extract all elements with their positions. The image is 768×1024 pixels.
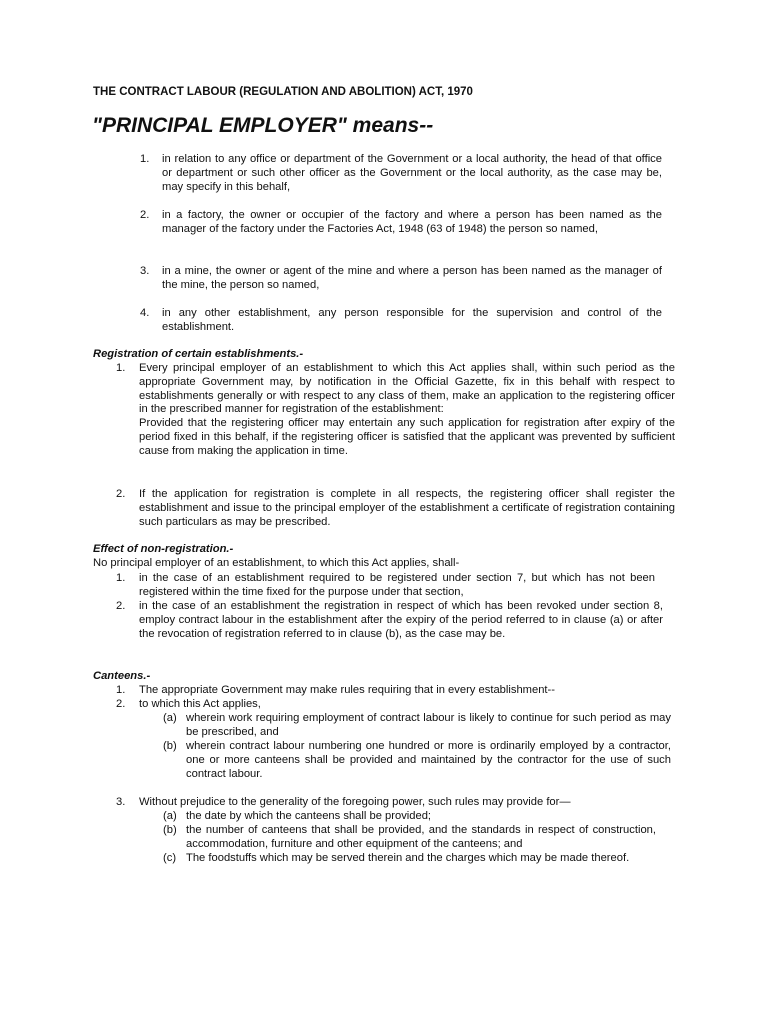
item-number: (a) xyxy=(163,810,177,822)
item-number: 1. xyxy=(140,153,150,165)
item-number: 1. xyxy=(116,362,126,374)
document-title: THE CONTRACT LABOUR (REGULATION AND ABOLITION) ACT, 1970 xyxy=(93,86,473,98)
item-text: The foodstuffs which may be served therein and the charges which may be made thereof. xyxy=(186,852,630,864)
item-text: the date by which the canteens shall be provided; xyxy=(186,810,432,822)
item-text: wherein work requiring employment of contract labour is likely to continue for such period as may be prescribed, and xyxy=(186,712,671,738)
item-text: in relation to any office or department of the Government or a local authority, the head of that office or department or such other officer as the Government or the local authority, as the case may be, may specify in this behalf, xyxy=(162,153,662,193)
item-number: (b) xyxy=(163,740,177,752)
item-text: in the case of an establishment required to be registered under section 7, but which has not been registered within the time fixed for the purpose under that section, xyxy=(139,572,655,598)
item-number: 2. xyxy=(116,698,126,710)
item-number: 3. xyxy=(116,796,126,808)
item-text: The appropriate Government may make rules requiring that in every establishment-- xyxy=(139,684,555,696)
item-number: 3. xyxy=(140,265,150,277)
non-registration-heading: Effect of non-registration.- xyxy=(93,543,234,555)
canteens-heading: Canteens.- xyxy=(93,670,151,682)
item-text: to which this Act applies, xyxy=(139,698,261,710)
item-number: (a) xyxy=(163,712,177,724)
item-number: 1. xyxy=(116,572,126,584)
item-text: in a factory, the owner or occupier of the factory and where a person has been named as the manager of the factory under the Factories Act, 1948 (63 of 1948) the person so named, xyxy=(162,209,662,235)
item-number: 2. xyxy=(116,600,126,612)
non-registration-intro: No principal employer of an establishment, to which this Act applies, shall- xyxy=(93,557,460,569)
item-text: in the case of an establishment the registration in respect of which has been revoked under section 8, employ contract labour in the establishment after the expiry of the period referred to in clause (a) or after the revocation of registration referred to in clause (b), as the case may be. xyxy=(139,600,663,640)
item-text: the number of canteens that shall be provided, and the standards in respect of construction, accommodation, furniture and other equipment of the canteens; and xyxy=(186,824,656,850)
item-text: If the application for registration is complete in all respects, the registering officer shall register the establishment and issue to the principal employer of the establishment a certificate of registration containing such particulars as may be prescribed. xyxy=(139,488,675,528)
item-number: 1. xyxy=(116,684,126,696)
item-text: Without prejudice to the generality of the foregoing power, such rules may provide for— xyxy=(139,796,571,808)
registration-heading: Registration of certain establishments.- xyxy=(93,348,304,360)
principal-employer-heading: "PRINCIPAL EMPLOYER" means-- xyxy=(92,114,434,137)
item-text: Every principal employer of an establishment to which this Act applies shall, within such period as the appropriate Government may, by notification in the Official Gazette, fix in this behalf with respect to establishments generally or with respect to any class of them, make an application to the registering officer in the prescribed manner for registration of the establishment: Provided that the registering officer may entertain any such application for registration after expiry of the period fixed in this behalf, if the registering officer is satisfied that the applicant was prevented by sufficient cause from making the application in time. xyxy=(139,362,675,457)
item-number: 2. xyxy=(116,488,126,500)
item-text: in a mine, the owner or agent of the mine and where a person has been named as the manager of the mine, the person so named, xyxy=(162,265,662,291)
item-number: 2. xyxy=(140,209,150,221)
item-text: wherein contract labour numbering one hundred or more is ordinarily employed by a contractor, one or more canteens shall be provided and maintained by the contractor for the use of such contract labour. xyxy=(186,740,671,780)
item-number: 4. xyxy=(140,307,150,319)
item-number: (b) xyxy=(163,824,177,836)
item-text: in any other establishment, any person responsible for the supervision and control of the establishment. xyxy=(162,307,662,333)
item-number: (c) xyxy=(163,852,177,864)
